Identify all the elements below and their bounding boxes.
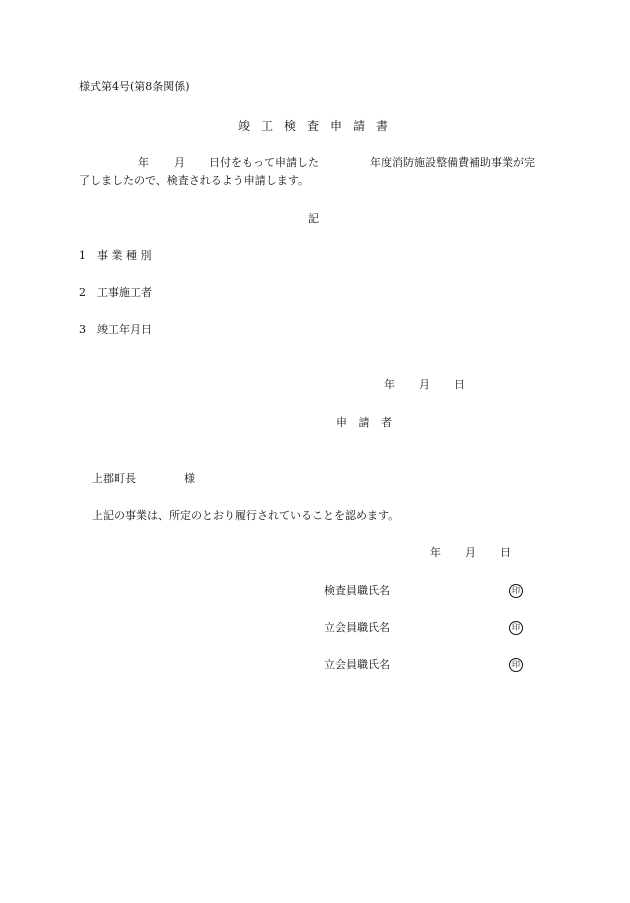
item-3-number: 3 — [79, 323, 86, 336]
item-1-number: 1 — [79, 249, 86, 262]
signature-role-1: 検査員職氏名 — [324, 584, 390, 597]
seal-stamp-icon: 印 — [509, 584, 523, 598]
form-number: 様式第4号(第8条関係) — [79, 80, 190, 93]
certification-text: 上記の事業は、所定のとおり履行されていることを認めます。 — [92, 509, 400, 522]
date1-month: 月 — [419, 378, 430, 391]
intro-project-text: 年度消防施設整備費補助事業が完 — [370, 156, 535, 169]
seal-stamp-icon: 印 — [509, 621, 523, 635]
item-1-label: 事 業 種 別 — [97, 249, 152, 262]
addressee-honorific: 様 — [184, 472, 195, 485]
date1-day: 日 — [454, 378, 465, 391]
intro-day-text: 日付をもって申請した — [209, 156, 319, 169]
intro-month: 月 — [174, 156, 185, 169]
seal-stamp-icon: 印 — [509, 658, 523, 672]
signature-role-2: 立会員職氏名 — [324, 621, 390, 634]
date1-year: 年 — [384, 378, 395, 391]
date2-day: 日 — [500, 546, 511, 559]
signature-role-3: 立会員職氏名 — [324, 658, 390, 671]
item-3-label: 竣工年月日 — [97, 323, 152, 336]
date2-month: 月 — [465, 546, 476, 559]
date2-year: 年 — [430, 546, 441, 559]
ki-heading: 記 — [308, 212, 319, 225]
applicant-label: 申 請 者 — [336, 416, 396, 429]
document-title: 竣工検査申請書 — [238, 119, 400, 133]
addressee-name: 上郡町長 — [92, 472, 136, 485]
item-2-label: 工事施工者 — [97, 286, 152, 299]
intro-year: 年 — [138, 156, 149, 169]
intro-line2: 了しましたので、検査されるよう申請します。 — [79, 174, 309, 187]
item-2-number: 2 — [79, 286, 86, 299]
